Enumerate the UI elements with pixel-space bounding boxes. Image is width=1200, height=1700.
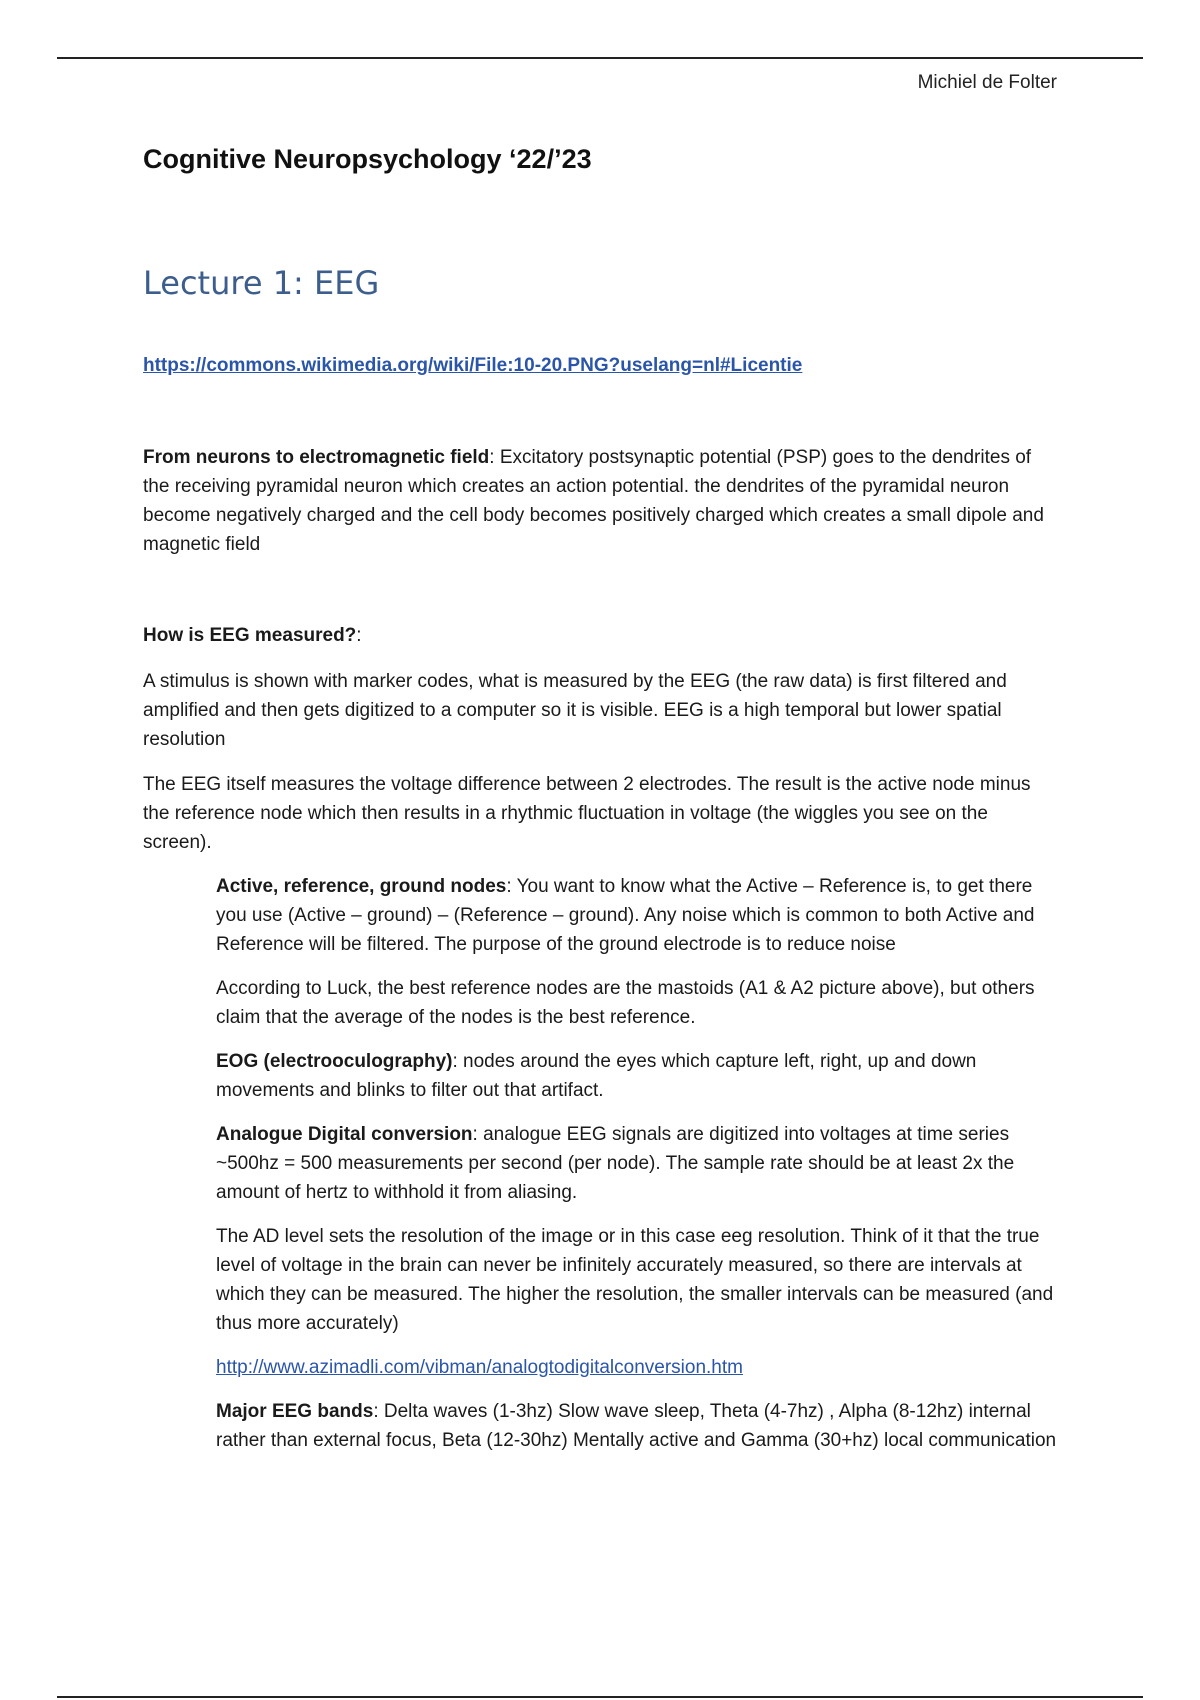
header-rule — [57, 57, 1143, 59]
heading-adc: Analogue Digital conversion — [216, 1124, 473, 1145]
paragraph-stimulus: A stimulus is shown with marker codes, what is measured by the EEG (the raw data) is first filtered and amplified and then gets digitized to a computer so it is visible. EEG is a high temporal but lower spatial resolution — [143, 671, 1007, 750]
paragraph-eog — [216, 1047, 1057, 1105]
heading-how-measured: How is EEG measured? — [143, 625, 357, 646]
wikimedia-link[interactable]: https://commons.wikimedia.org/wiki/File:10-20.PNG?uselang=nl#Licentie — [143, 355, 803, 376]
heading-eog: EOG (electrooculography) — [216, 1051, 453, 1072]
paragraph-luck: According to Luck, the best reference nodes are the mastoids (A1 & A2 picture above), but others claim that the average of the nodes is the best reference. — [216, 978, 1035, 1028]
lecture-title: Lecture 1: EEG — [143, 264, 380, 302]
paragraph-ad-level: The AD level sets the resolution of the image or in this case eeg resolution. Think of it that the true level of voltage in the brain can never be infinitely accurately measured, so there are intervals at which they can be measured. The higher the resolution, the smaller intervals can be measured (and thus more accurately) — [216, 1226, 1054, 1334]
heading-neurons: From neurons to electromagnetic field — [143, 447, 490, 468]
paragraph-bands — [216, 1397, 1057, 1455]
text-neurons: : Excitatory postsynaptic potential (PSP) goes to the dendrites of the receiving pyramidal neuron which creates an action potential. the dendrites of the pyramidal neuron become negatively charged and the cell body becomes positively charged which creates a small dipole and magnetic field — [143, 447, 1044, 555]
paragraph-voltage: The EEG itself measures the voltage difference between 2 electrodes. The result is the active node minus the reference node which then results in a rhythmic fluctuation in voltage (the wiggles you see on the screen). — [143, 774, 1031, 853]
document-body — [143, 443, 1057, 1470]
header-author: Michiel de Folter — [917, 72, 1057, 93]
text-eog: : nodes around the eyes which capture left, right, up and down movements and blinks to filter out that artifact. — [216, 1051, 977, 1101]
text-bands: : Delta waves (1-3hz) Slow wave sleep, Theta (4-7hz) , Alpha (8-12hz) internal rather than external focus, Beta (12-30hz) Mentally active and Gamma (30+hz) local communication — [216, 1401, 1057, 1451]
text-adc: : analogue EEG signals are digitized into voltages at time series ~500hz = 500 measurements per second (per node). The sample rate should be at least 2x the amount of hertz to withhold it from aliasing. — [216, 1124, 1015, 1203]
heading-bands: Major EEG bands — [216, 1401, 374, 1422]
paragraph-how-measured — [143, 621, 1057, 650]
course-title: Cognitive Neuropsychology ‘22/’23 — [143, 144, 592, 174]
indented-section — [143, 872, 1057, 1455]
wikimedia-link-container — [143, 355, 802, 377]
paragraph-nodes — [216, 872, 1057, 959]
paragraph-neurons — [143, 443, 1057, 559]
heading-how-measured-suffix: : — [356, 625, 362, 646]
azimadli-link[interactable]: http://www.azimadli.com/vibman/analogtodigitalconversion.htm — [216, 1357, 743, 1378]
footer-rule — [57, 1696, 1143, 1698]
paragraph-ad-link — [216, 1353, 1057, 1382]
paragraph-adc — [216, 1120, 1057, 1207]
text-nodes: : You want to know what the Active – Reference is, to get there you use (Active – ground) – (Reference – ground). Any noise which is common to both Active and Reference will be filtered. The purpose of the ground electrode is to reduce noise — [216, 876, 1035, 955]
heading-nodes: Active, reference, ground nodes — [216, 876, 507, 897]
